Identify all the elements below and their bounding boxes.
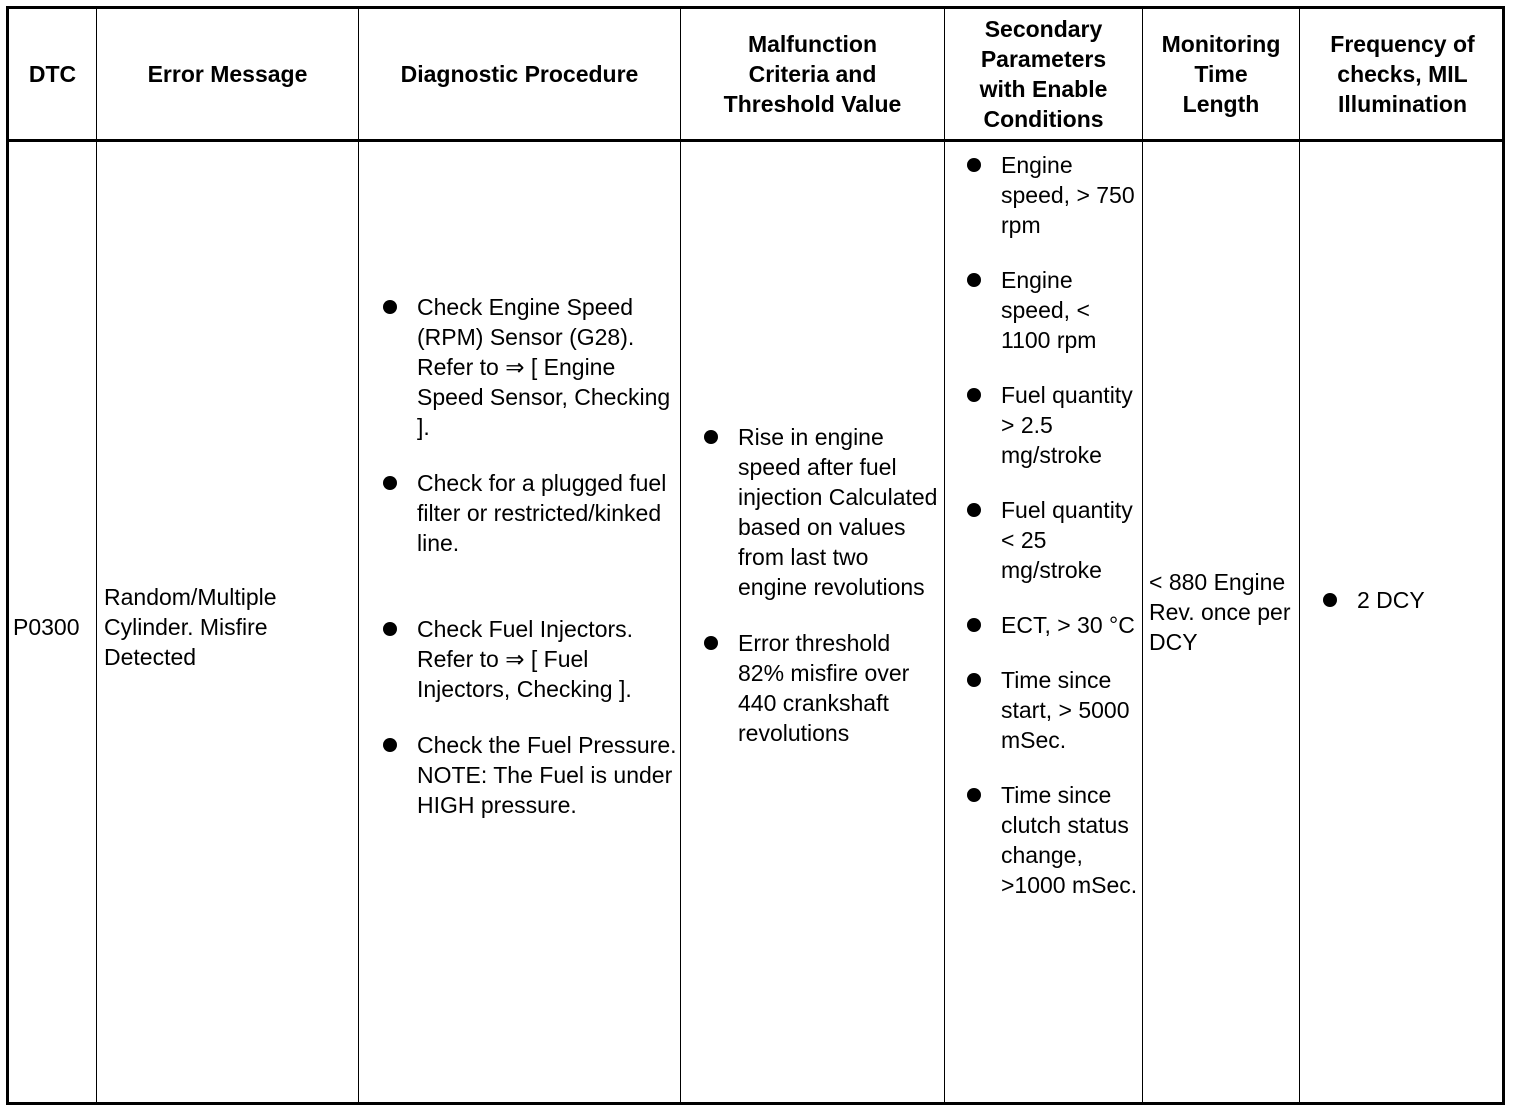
bullet-icon [967, 673, 981, 687]
list-item: Check the Fuel Pressure. NOTE: The Fuel is under HIGH pressure. [383, 730, 678, 820]
bullet-icon [967, 618, 981, 632]
cell-diagnostic-procedure [383, 292, 678, 820]
list-item: Error threshold 82% misfire over 440 crankshaft revolutions [704, 628, 940, 748]
list-item: Fuel quantity > 2.5 mg/stroke [967, 380, 1143, 470]
column-divider [680, 9, 681, 1102]
bullet-icon [704, 636, 718, 650]
column-divider [944, 9, 945, 1102]
cell-secondary-parameters [967, 150, 1143, 900]
list-item: Check Fuel Injectors. Refer to ⇒ [ Fuel Injectors, Checking ]. [383, 614, 678, 704]
column-divider [1299, 9, 1300, 1102]
bullet-icon [383, 622, 397, 636]
list-item: Check Engine Speed (RPM) Sensor (G28). Refer to ⇒ [ Engine Speed Sensor, Checking ]. [383, 292, 678, 442]
cell-dtc: P0300 [13, 614, 80, 640]
bullet-icon [383, 300, 397, 314]
header-frequency: Frequency of checks, MIL Illumination [1330, 31, 1475, 117]
bullet-icon [704, 430, 718, 444]
bullet-icon [1323, 593, 1337, 607]
list-item: 2 DCY [1323, 585, 1503, 615]
list-item: Fuel quantity < 25 mg/stroke [967, 495, 1143, 585]
header-malfunction-criteria: Malfunction Criteria and Threshold Value [723, 31, 902, 117]
cell-frequency [1323, 585, 1503, 615]
list-item: Rise in engine speed after fuel injection Calculated based on values from last two engine revolutions [704, 422, 940, 602]
header-divider [9, 139, 1502, 142]
list-item: ECT, > 30 °C [967, 610, 1143, 640]
header-monitoring-time: Monitoring Time Length [1161, 31, 1281, 117]
header-diagnostic-procedure: Diagnostic Procedure [400, 61, 639, 87]
header-secondary-parameters: Secondary Parameters with Enable Conditions [979, 16, 1108, 132]
header-dtc: DTC [28, 61, 77, 87]
bullet-icon [967, 388, 981, 402]
bullet-icon [383, 738, 397, 752]
diagnostic-table [6, 6, 1505, 1105]
list-item: Engine speed, < 1100 rpm [967, 265, 1143, 355]
bullet-icon [967, 788, 981, 802]
list-item: Check for a plugged fuel filter or restricted/kinked line. [383, 468, 678, 558]
bullet-icon [967, 273, 981, 287]
list-item: Engine speed, > 750 rpm [967, 150, 1143, 240]
bullet-icon [383, 476, 397, 490]
cell-malfunction-criteria [704, 422, 940, 748]
header-error-message: Error Message [147, 61, 308, 87]
column-divider [96, 9, 97, 1102]
cell-monitoring-time: < 880 Engine Rev. once per DCY [1149, 569, 1291, 655]
column-divider [358, 9, 359, 1102]
bullet-icon [967, 503, 981, 517]
bullet-icon [967, 158, 981, 172]
cell-error-message: Random/Multiple Cylinder. Misfire Detected [104, 584, 277, 670]
list-item: Time since clutch status change, >1000 mSec. [967, 780, 1143, 900]
list-item: Time since start, > 5000 mSec. [967, 665, 1143, 755]
